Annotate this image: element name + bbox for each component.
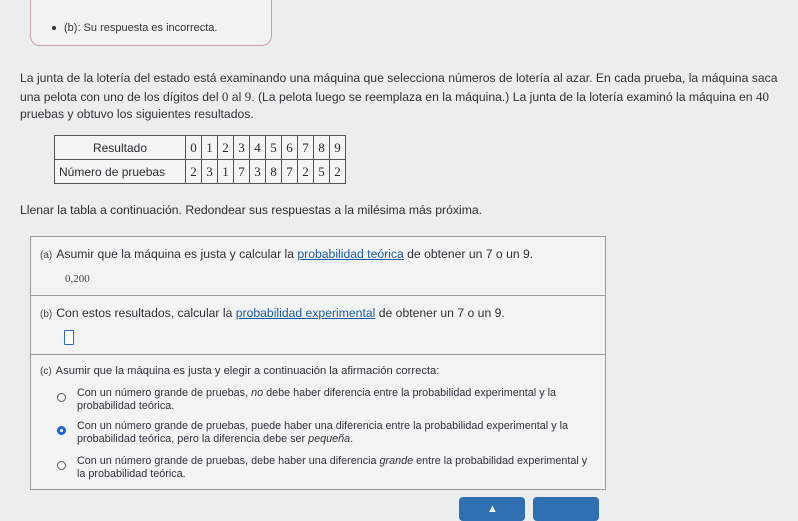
- question-a-text: [40, 247, 533, 261]
- bullet-icon: [52, 26, 56, 30]
- previous-feedback-text: (b): Su respuesta es incorrecta.: [64, 22, 218, 34]
- outcome-cell: 5: [266, 136, 282, 160]
- next-button[interactable]: [533, 497, 599, 521]
- outcome-header: Resultado: [55, 136, 186, 160]
- count-header: Número de pruebas: [55, 160, 186, 184]
- question-c-prompt: Asumir que la máquina es justa y elegir a continuación la afirmación correcta:: [55, 365, 440, 377]
- option-text-part: Con un número grande de pruebas,: [77, 387, 252, 399]
- outcome-cell: 6: [282, 136, 298, 160]
- count-cell: 5: [314, 160, 330, 184]
- outcome-cell: 9: [330, 136, 346, 160]
- outcome-cell: 7: [298, 136, 314, 160]
- count-cell: 2: [330, 160, 346, 184]
- question-c: [31, 355, 605, 491]
- question-box: [30, 236, 606, 490]
- question-c-text: [40, 365, 439, 377]
- previous-feedback: [52, 22, 217, 34]
- question-a-pre: Asumir que la máquina es justa y calcular la: [56, 247, 298, 261]
- option-text-part: debe haber diferencia entre la probabilidad experimental y la probabilidad teórica.: [77, 387, 556, 412]
- outcome-cell: 3: [234, 136, 250, 160]
- count-cell: 3: [250, 160, 266, 184]
- question-b-post: de obtener un 7 o un 9.: [375, 306, 505, 320]
- digit-zero: 0: [221, 88, 229, 104]
- submit-button[interactable]: [459, 497, 525, 521]
- count-cell: 2: [298, 160, 314, 184]
- theoretical-probability-link[interactable]: probabilidad teórica: [297, 247, 404, 261]
- question-a-letter: (a): [40, 250, 53, 261]
- option-2-text: [77, 420, 589, 446]
- answer-a-value: 0,200: [65, 273, 90, 285]
- results-table: [54, 135, 346, 184]
- option-text-part: Con un número grande de pruebas, puede haber una diferencia entre la probabilidad experimental y la probabilidad teórica, pero la diferencia debe ser: [77, 420, 568, 445]
- count-row: [55, 160, 346, 184]
- outcome-cell: 0: [186, 136, 202, 160]
- radio-button[interactable]: [57, 393, 66, 402]
- option-emphasis: no: [251, 387, 264, 399]
- question-a: [31, 237, 605, 296]
- trial-count: 40: [755, 88, 769, 104]
- digit-nine: 9: [244, 88, 252, 104]
- outcome-row: [55, 136, 346, 160]
- option-1[interactable]: [59, 387, 589, 413]
- outcome-cell: 4: [250, 136, 266, 160]
- outcome-cell: 8: [314, 136, 330, 160]
- radio-button[interactable]: [57, 461, 66, 470]
- option-text-part: .: [350, 433, 354, 445]
- question-a-post: de obtener un 7 o un 9.: [403, 247, 534, 261]
- experimental-probability-link[interactable]: probabilidad experimental: [235, 306, 376, 320]
- count-cell: 7: [282, 160, 298, 184]
- question-c-letter: (c): [40, 366, 52, 377]
- arrow-icon: ▲: [487, 503, 498, 515]
- question-b-text: [40, 306, 505, 320]
- question-b: [31, 296, 605, 355]
- option-3[interactable]: [59, 455, 589, 481]
- option-emphasis: grande: [379, 455, 414, 467]
- problem-text-2: al: [228, 89, 245, 104]
- count-cell: 3: [202, 160, 218, 184]
- radio-button-selected[interactable]: [57, 426, 66, 435]
- option-3-text: [77, 455, 589, 481]
- option-1-text: [77, 387, 589, 413]
- count-cell: 2: [186, 160, 202, 184]
- answer-b-input[interactable]: [64, 330, 74, 345]
- outcome-cell: 2: [218, 136, 234, 160]
- problem-text-3: . (La pelota luego se reemplaza en la máquina.) La junta de la lotería examinó la máquina en: [251, 89, 756, 104]
- count-cell: 8: [266, 160, 282, 184]
- option-text-part: Con un número grande de pruebas, debe haber una diferencia: [77, 455, 380, 467]
- outcome-cell: 1: [202, 136, 218, 160]
- instruction-text: Llenar la tabla a continuación. Redondear sus respuestas a la milésima más próxima.: [20, 203, 483, 217]
- question-b-pre: Con estos resultados, calcular la: [56, 306, 236, 320]
- option-emphasis: pequeña: [308, 433, 351, 445]
- count-cell: 1: [218, 160, 234, 184]
- question-b-letter: (b): [40, 309, 53, 320]
- problem-statement: [20, 70, 780, 124]
- problem-text-4: pruebas y obtuvo los siguientes resultados.: [20, 107, 254, 121]
- count-cell: 7: [234, 160, 250, 184]
- option-2[interactable]: [59, 420, 589, 446]
- problem-text-1: La junta de la lotería del estado está examinando una máquina que selecciona números de lotería al azar. En cada prueba, la máquina saca una pelota con uno de los dígitos del: [20, 71, 778, 104]
- option-text-part: entre la probabilidad experimental y la probabilidad teórica.: [77, 455, 588, 480]
